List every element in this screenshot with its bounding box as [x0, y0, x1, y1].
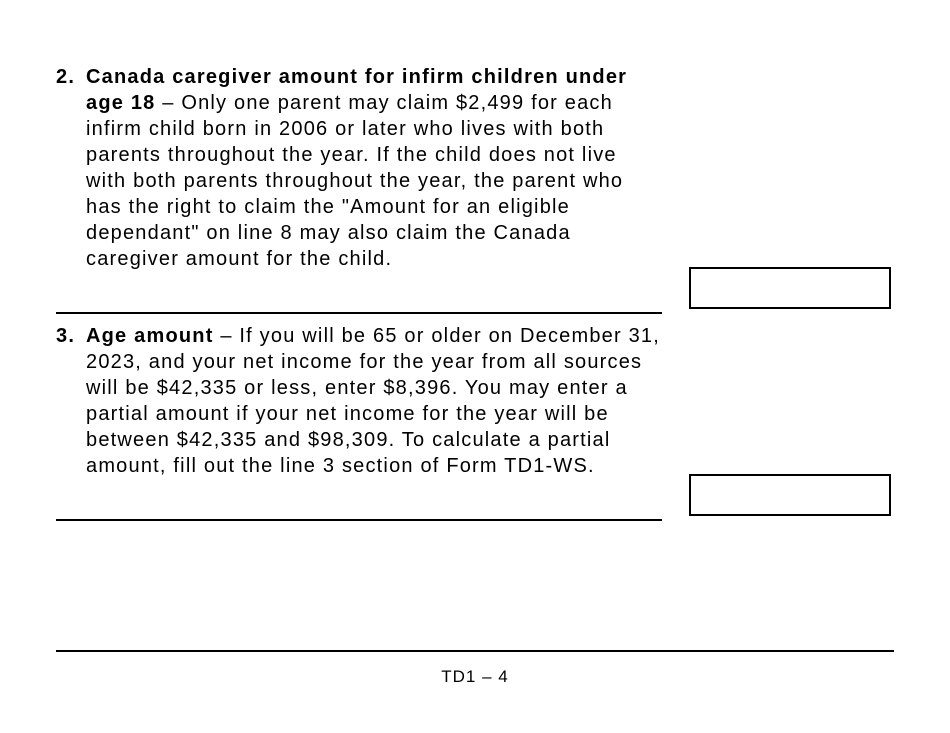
line-2-number: 2.	[56, 66, 76, 88]
line-3-amount-field[interactable]	[689, 474, 891, 516]
line-3-number: 3.	[56, 325, 76, 347]
line-3-section	[56, 323, 662, 521]
line-2-text	[56, 64, 662, 272]
line-2-amount-field[interactable]	[689, 267, 891, 309]
line-2-description: Only one parent may claim $2,499 for each infirm child born in 2006 or later who lives with both parents throughout the year. If the child does not live with both parents throughout the year, the parent who has the right to claim the "Amount for an eligible dependant" on line 8 may also claim the Canada caregiver amount for the child.	[86, 92, 624, 270]
line-3-description: If you will be 65 or older on December 31, 2023, and your net income for the year from all sources will be $42,335 or less, enter $8,396. You may enter a partial amount if your net income for the year will be between $42,335 and $98,309. To calculate a partial amount, fill out the line 3 section of Form TD1-WS.	[86, 325, 661, 477]
line-3-dash: –	[213, 325, 240, 347]
line-2-dash: –	[155, 92, 182, 114]
line-3-title: Age amount	[86, 325, 214, 347]
line-2-section	[56, 64, 662, 314]
page-number: TD1 – 4	[441, 667, 509, 686]
footer-divider	[56, 650, 894, 652]
line-3-text	[56, 323, 662, 479]
line-2-title: Canada caregiver amount for infirm children under age 18	[86, 66, 628, 114]
